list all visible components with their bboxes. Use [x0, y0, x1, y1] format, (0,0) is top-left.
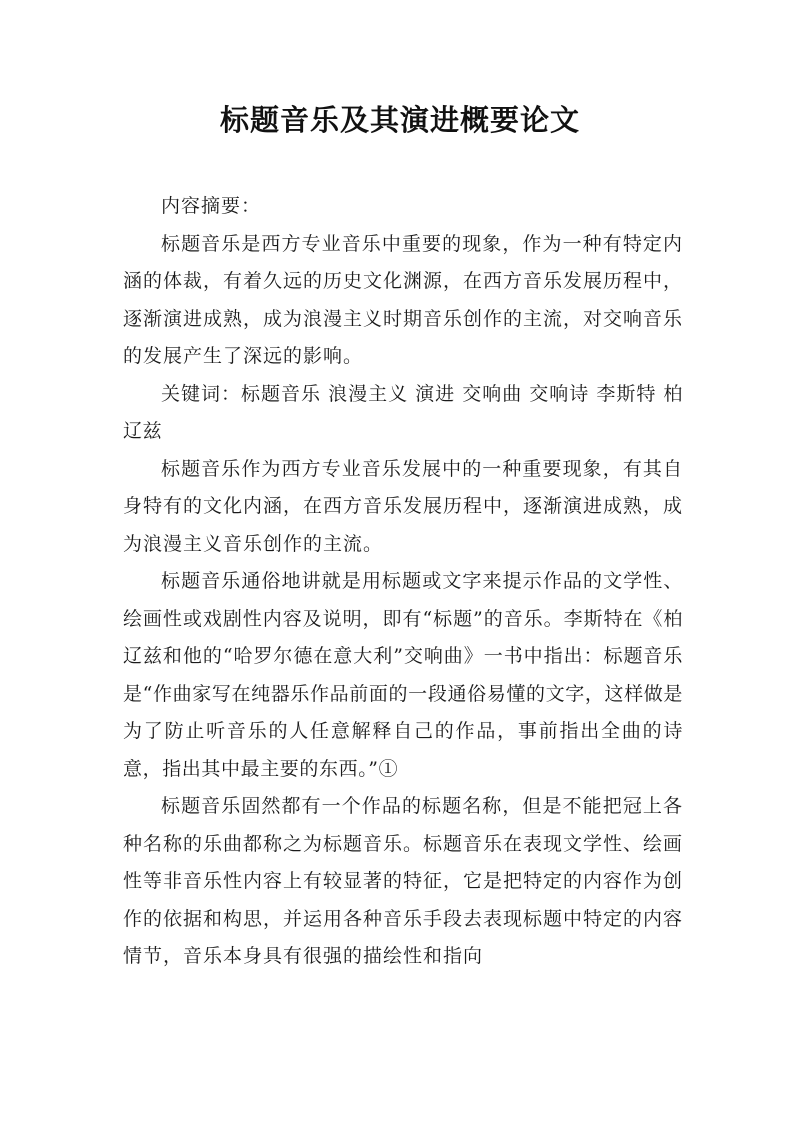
document-title: 标题音乐及其演进概要论文 — [219, 103, 580, 137]
abstract-heading: 内容摘要： — [161, 195, 262, 217]
keywords-paragraph: 关键词：标题音乐 浪漫主义 演进 交响曲 交响诗 李斯特 柏辽兹 — [123, 382, 683, 442]
body-paragraph: 标题音乐通俗地讲就是用标题或文字来提示作品的文学性、绘画性或戏剧性内容及说明，即有“标题”的音乐。李斯特在《柏辽兹和他的“哈罗尔德在意大利”交响曲》一书中指出：标题音乐是“作曲家写在纯器乐作品前面的一段通俗易懂的文字，这样做是为了防止听音乐的人任意解释自己的作品，事前指出全曲的诗意，指出其中最主要的东西。”① — [123, 570, 683, 780]
abstract-paragraph: 标题音乐是西方专业音乐中重要的现象，作为一种有特定内涵的体裁，有着久远的历史文化渊源，在西方音乐发展历程中，逐渐演进成熟，成为浪漫主义时期音乐创作的主流，对交响音乐的发展产生了深远的影响。 — [123, 232, 684, 367]
body-paragraph: 标题音乐作为西方专业音乐发展中的一种重要现象，有其自身特有的文化内涵，在西方音乐发展历程中，逐渐演进成熟，成为浪漫主义音乐创作的主流。 — [123, 457, 684, 555]
document-body — [123, 188, 683, 976]
body-paragraph: 标题音乐固然都有一个作品的标题名称，但是不能把冠上各种名称的乐曲都称之为标题音乐。标题音乐在表现文学性、绘画性等非音乐性内容上有较显著的特征，它是把特定的内容作为创作的依据和构思，并运用各种音乐手段去表现标题中特定的内容情节，音乐本身具有很强的描绘性和指向 — [123, 795, 684, 967]
